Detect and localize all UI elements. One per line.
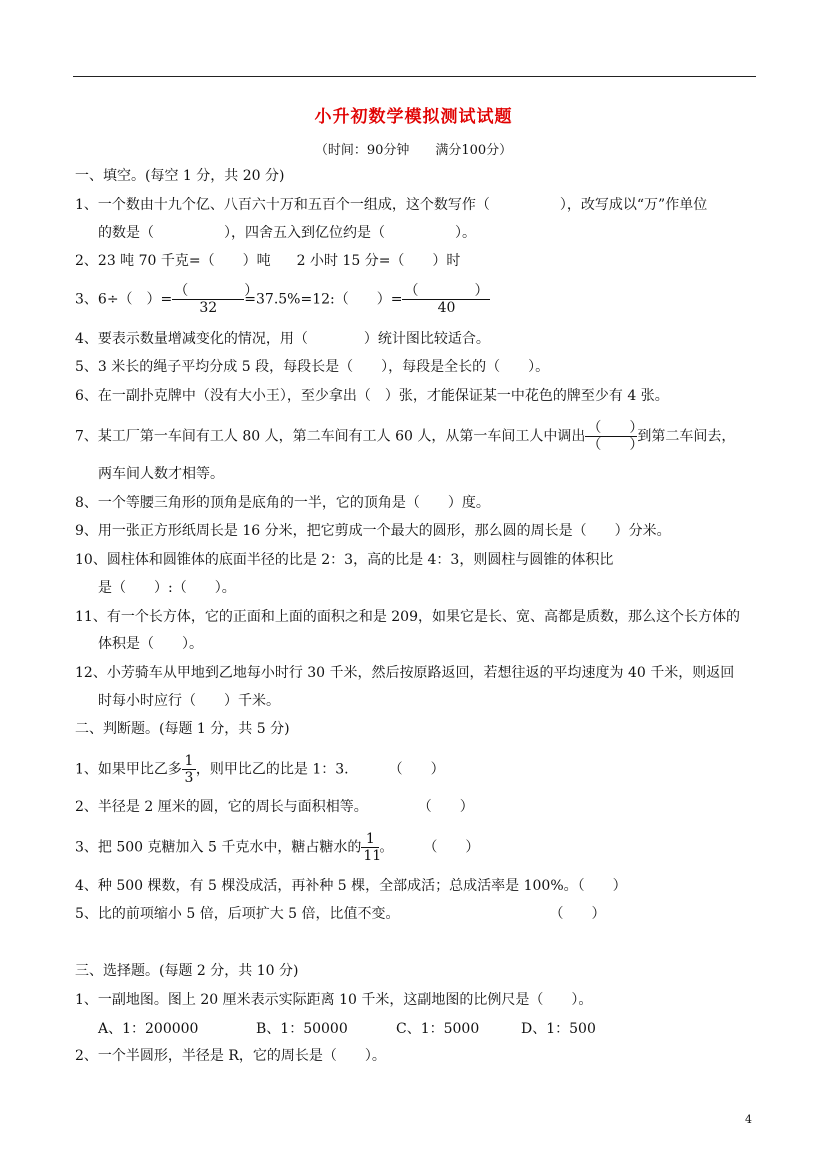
choice-q1: 1、一副地图。图上 20 厘米表示实际距离 10 千米，这副地图的比例尺是（ ）。	[75, 992, 593, 1008]
fill-q11-line1: 11、有一个长方体，它的正面和上面的面积之和是 209，如果它是长、宽、高都是质数，那么这个长方体的	[75, 609, 740, 625]
fill-q6: 6、在一副扑克牌中（没有大小王），至少拿出（ ）张，才能保证某一中花色的牌至少有 4 张。	[75, 388, 669, 404]
fill-q8: 8、一个等腰三角形的顶角是底角的一半，它的顶角是（ ）度。	[75, 495, 490, 511]
judge-q1-answer-blank: （ ）	[388, 761, 445, 778]
judge-q5-answer-blank: （ ）	[549, 906, 606, 922]
fill-q3-part1: 3、6÷（ ）=	[75, 291, 173, 308]
fill-q3-fraction-1	[172, 283, 259, 316]
judge-q5-text: 5、比的前项缩小 5 倍，后项扩大 5 倍，比值不变。	[75, 906, 400, 922]
header-rule	[73, 76, 756, 77]
page-number: 4	[745, 1113, 752, 1126]
fill-q10-line1: 10、圆柱体和圆锥体的底面半径的比是 2：3，高的比是 4：3，则圆柱与圆锥的体积比	[75, 552, 614, 568]
section-choice-heading: 三、选择题。(每题 2 分，共 10 分)	[75, 963, 299, 979]
fraction-denominator: 32	[172, 299, 244, 316]
choice-q1-option-c: C、1：5000	[396, 1021, 480, 1037]
fill-q3-fraction-2	[402, 283, 490, 316]
fraction-numerator: （ ）	[404, 283, 489, 299]
fill-q2	[75, 252, 460, 270]
fill-q7-line1	[75, 420, 735, 453]
fill-q11-line2: 体积是（ ）。	[98, 636, 203, 652]
fraction-denominator: 40	[402, 299, 490, 316]
fill-q7-fraction	[585, 420, 644, 453]
page-subtitle: （时间：90分钟 满分100分）	[314, 143, 513, 158]
choice-q1-option-a: A、1：200000	[98, 1021, 199, 1037]
judge-q2-answer-blank: （ ）	[417, 799, 474, 815]
page-title: 小升初数学模拟测试试题	[314, 107, 513, 127]
judge-q2	[75, 798, 474, 816]
judge-q1-fraction	[182, 753, 196, 786]
choice-q1-option-d: D、1：500	[521, 1021, 596, 1037]
fill-q2-part1: 2、23 吨 70 千克=（ ）吨	[75, 253, 271, 269]
fill-q3-part2: =37.5%=12:（ ）=	[244, 291, 403, 308]
fraction-denominator: 11	[363, 848, 382, 864]
judge-q3-part2: 。	[379, 839, 394, 856]
fraction-numerator: 1	[184, 753, 194, 769]
fraction-denominator: （ ）	[587, 437, 644, 453]
judge-q2-text: 2、半径是 2 厘米的圆，它的周长与面积相等。	[75, 799, 368, 815]
fill-q10-line2: 是（ ）:（ ）。	[98, 580, 236, 596]
fill-q5: 5、3 米长的绳子平均分成 5 段，每段长是（ ），每段是全长的（ ）。	[75, 359, 550, 375]
fill-q2-part2: 2 小时 15 分=（ ）时	[296, 253, 461, 269]
fill-q12-line1: 12、小芳骑车从甲地到乙地每小时行 30 千米，然后按原路返回，若想往返的平均速度为 40 千米，则返回	[75, 665, 735, 681]
fraction-denominator: 3	[182, 769, 196, 786]
fraction-numerator: （ ）	[587, 420, 644, 436]
fill-q12-line2: 时每小时应行（ ）千米。	[98, 693, 280, 709]
fill-q7-part2: 到第二车间去，	[637, 428, 736, 445]
judge-q4: 4、种 500 棵数，有 5 棵没成活，再补种 5 棵，全部成活；总成活率是 100%。（ ）	[75, 878, 627, 894]
judge-q1-part1: 1、如果甲比乙多	[75, 761, 182, 778]
choice-q2: 2、一个半圆形，半径是 R，它的周长是（ ）。	[75, 1048, 386, 1064]
fraction-numerator: （ ）	[174, 283, 259, 299]
judge-q3-answer-blank: （ ）	[423, 839, 480, 856]
fill-q7-part1: 7、某工厂第一车间有工人 80 人，第二车间有工人 60 人，从第一车间工人中调出	[75, 428, 586, 445]
choice-q1-options	[98, 1020, 596, 1038]
judge-q3	[75, 831, 479, 864]
fill-q4: 4、要表示数量增减变化的情况，用（ ）统计图比较适合。	[75, 331, 490, 347]
fill-q3	[75, 283, 490, 316]
judge-q3-fraction	[361, 831, 382, 864]
judge-q3-part1: 3、把 500 克糖加入 5 千克水中，糖占糖水的	[75, 839, 362, 856]
judge-q5	[75, 905, 606, 923]
fill-q9: 9、用一张正方形纸周长是 16 分米，把它剪成一个最大的圆形，那么圆的周长是（ ）分米。	[75, 523, 671, 539]
judge-q1	[75, 753, 445, 786]
choice-q1-option-b: B、1：50000	[256, 1021, 348, 1037]
fill-q7-line2: 两车间人数才相等。	[98, 466, 224, 482]
judge-q1-part2: ，则甲比乙的比是 1：3.	[195, 761, 349, 778]
fill-q1-line1: 1、一个数由十九个亿、八百六十万和五百个一组成，这个数写作（ ），改写成以“万”作单位	[75, 197, 708, 213]
fill-q1-line2: 的数是（ ），四舍五入到亿位约是（ ）。	[98, 225, 476, 241]
fraction-numerator: 1	[365, 831, 375, 847]
section-fill-heading: 一、填空。(每空 1 分，共 20 分)	[75, 168, 285, 184]
section-judge-heading: 二、判断题。(每题 1 分，共 5 分)	[75, 721, 290, 737]
